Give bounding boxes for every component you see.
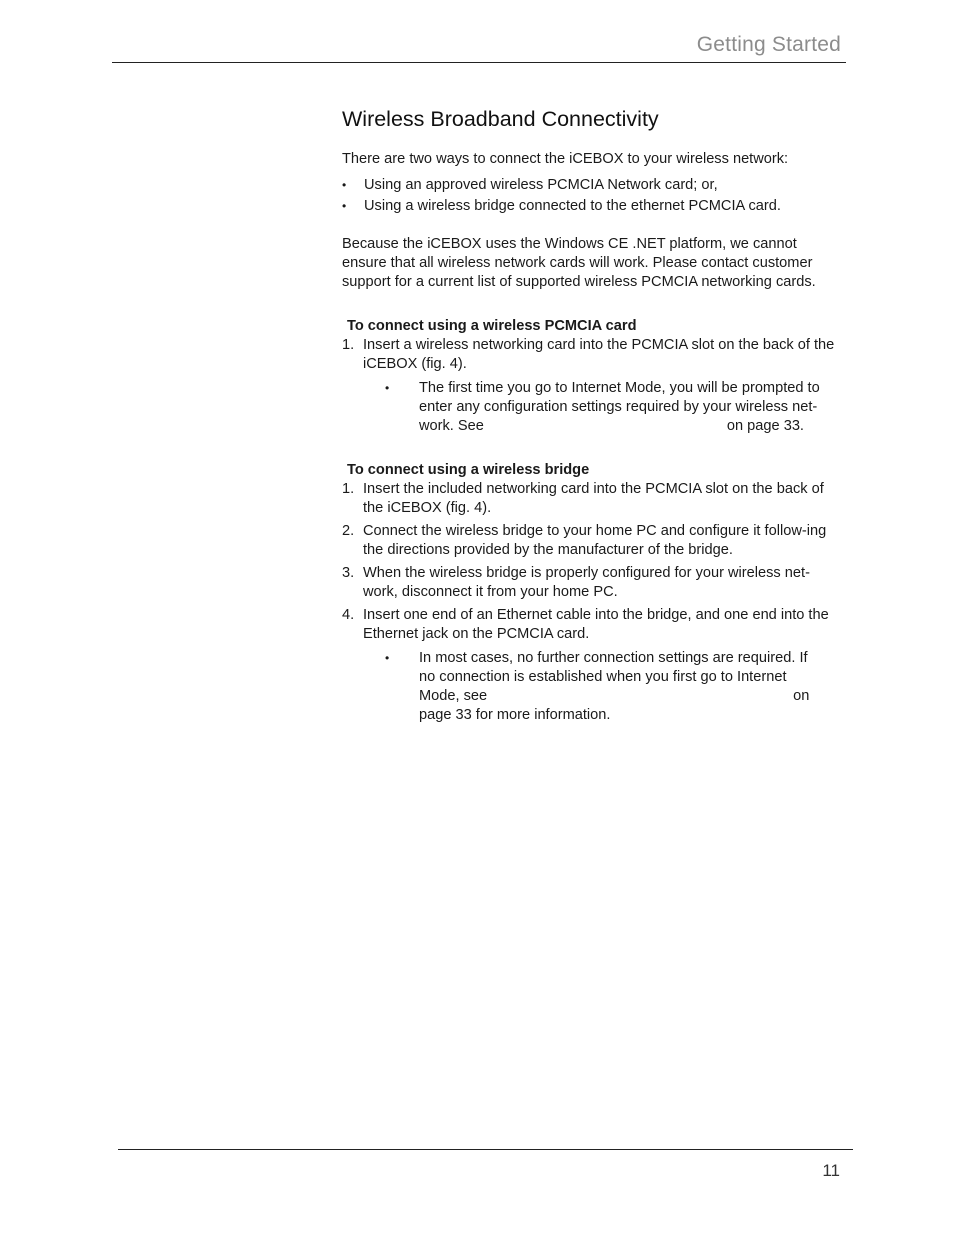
subnote-text-a: The first time you go to Internet Mode, you will be prompted to enter any configuration settings required by your wireless net-work. See bbox=[419, 380, 820, 434]
section-title: Wireless Broadband Connectivity bbox=[342, 107, 659, 131]
pcmcia-steps bbox=[342, 336, 842, 436]
step-text: Insert the included networking card into the PCMCIA slot on the back of the iCEBOX (fig. 4). bbox=[363, 481, 824, 516]
step-text: Insert a wireless networking card into the PCMCIA slot on the back of the iCEBOX (fig. 4). bbox=[363, 337, 835, 372]
intro-paragraph: There are two ways to connect the iCEBOX to your wireless network: bbox=[342, 151, 789, 167]
step-text: Insert one end of an Ethernet cable into the bridge, and one end into the Ethernet jack on the PCMCIA card. bbox=[363, 607, 829, 642]
step-item bbox=[342, 606, 842, 725]
step-text: Connect the wireless bridge to your home PC and configure it follow-ing the directions provided by the manufacturer of the bridge. bbox=[363, 523, 827, 558]
header-rule bbox=[112, 62, 846, 63]
step-number: 1. bbox=[342, 337, 355, 353]
step-number: 4. bbox=[342, 607, 355, 623]
bridge-subnote bbox=[363, 649, 842, 725]
step-number: 1. bbox=[342, 481, 355, 497]
list-item: • Using a wireless bridge connected to the ethernet PCMCIA card. bbox=[342, 197, 842, 216]
step-item bbox=[342, 564, 842, 602]
bullet-dot: • bbox=[385, 381, 390, 395]
step-item bbox=[342, 336, 842, 436]
footer-rule bbox=[118, 1149, 853, 1150]
page-number: 11 bbox=[822, 1161, 840, 1180]
step-item bbox=[342, 480, 842, 518]
bridge-steps bbox=[342, 480, 842, 725]
running-header: Getting Started bbox=[696, 33, 841, 56]
connection-options-list bbox=[342, 176, 842, 216]
pcmcia-heading: To connect using a wireless PCMCIA card bbox=[347, 318, 637, 334]
step-item bbox=[342, 522, 842, 560]
subnote-text-b: on page 33 for more information. bbox=[419, 688, 810, 723]
pcmcia-subnote bbox=[363, 379, 842, 436]
compatibility-note: Because the iCEBOX uses the Windows CE .NET platform, we cannot ensure that all wireless network cards will work. Please contact customer support for a current list of supported wireless PCMCIA networking cards. bbox=[342, 236, 816, 290]
step-number: 2. bbox=[342, 523, 355, 539]
bridge-heading: To connect using a wireless bridge bbox=[347, 462, 590, 478]
subnote-text-b: on page 33. bbox=[726, 418, 804, 434]
list-item: • Using an approved wireless PCMCIA Network card; or, bbox=[342, 176, 842, 195]
subnote-text-a: In most cases, no further connection settings are required. If no connection is established when you first go to Internet Mode, see bbox=[419, 650, 808, 704]
main-content bbox=[342, 104, 842, 729]
step-number: 3. bbox=[342, 565, 355, 581]
bullet-dot: • bbox=[385, 651, 390, 665]
step-text: When the wireless bridge is properly configured for your wireless net-work, disconnect it from your home PC. bbox=[363, 565, 810, 600]
